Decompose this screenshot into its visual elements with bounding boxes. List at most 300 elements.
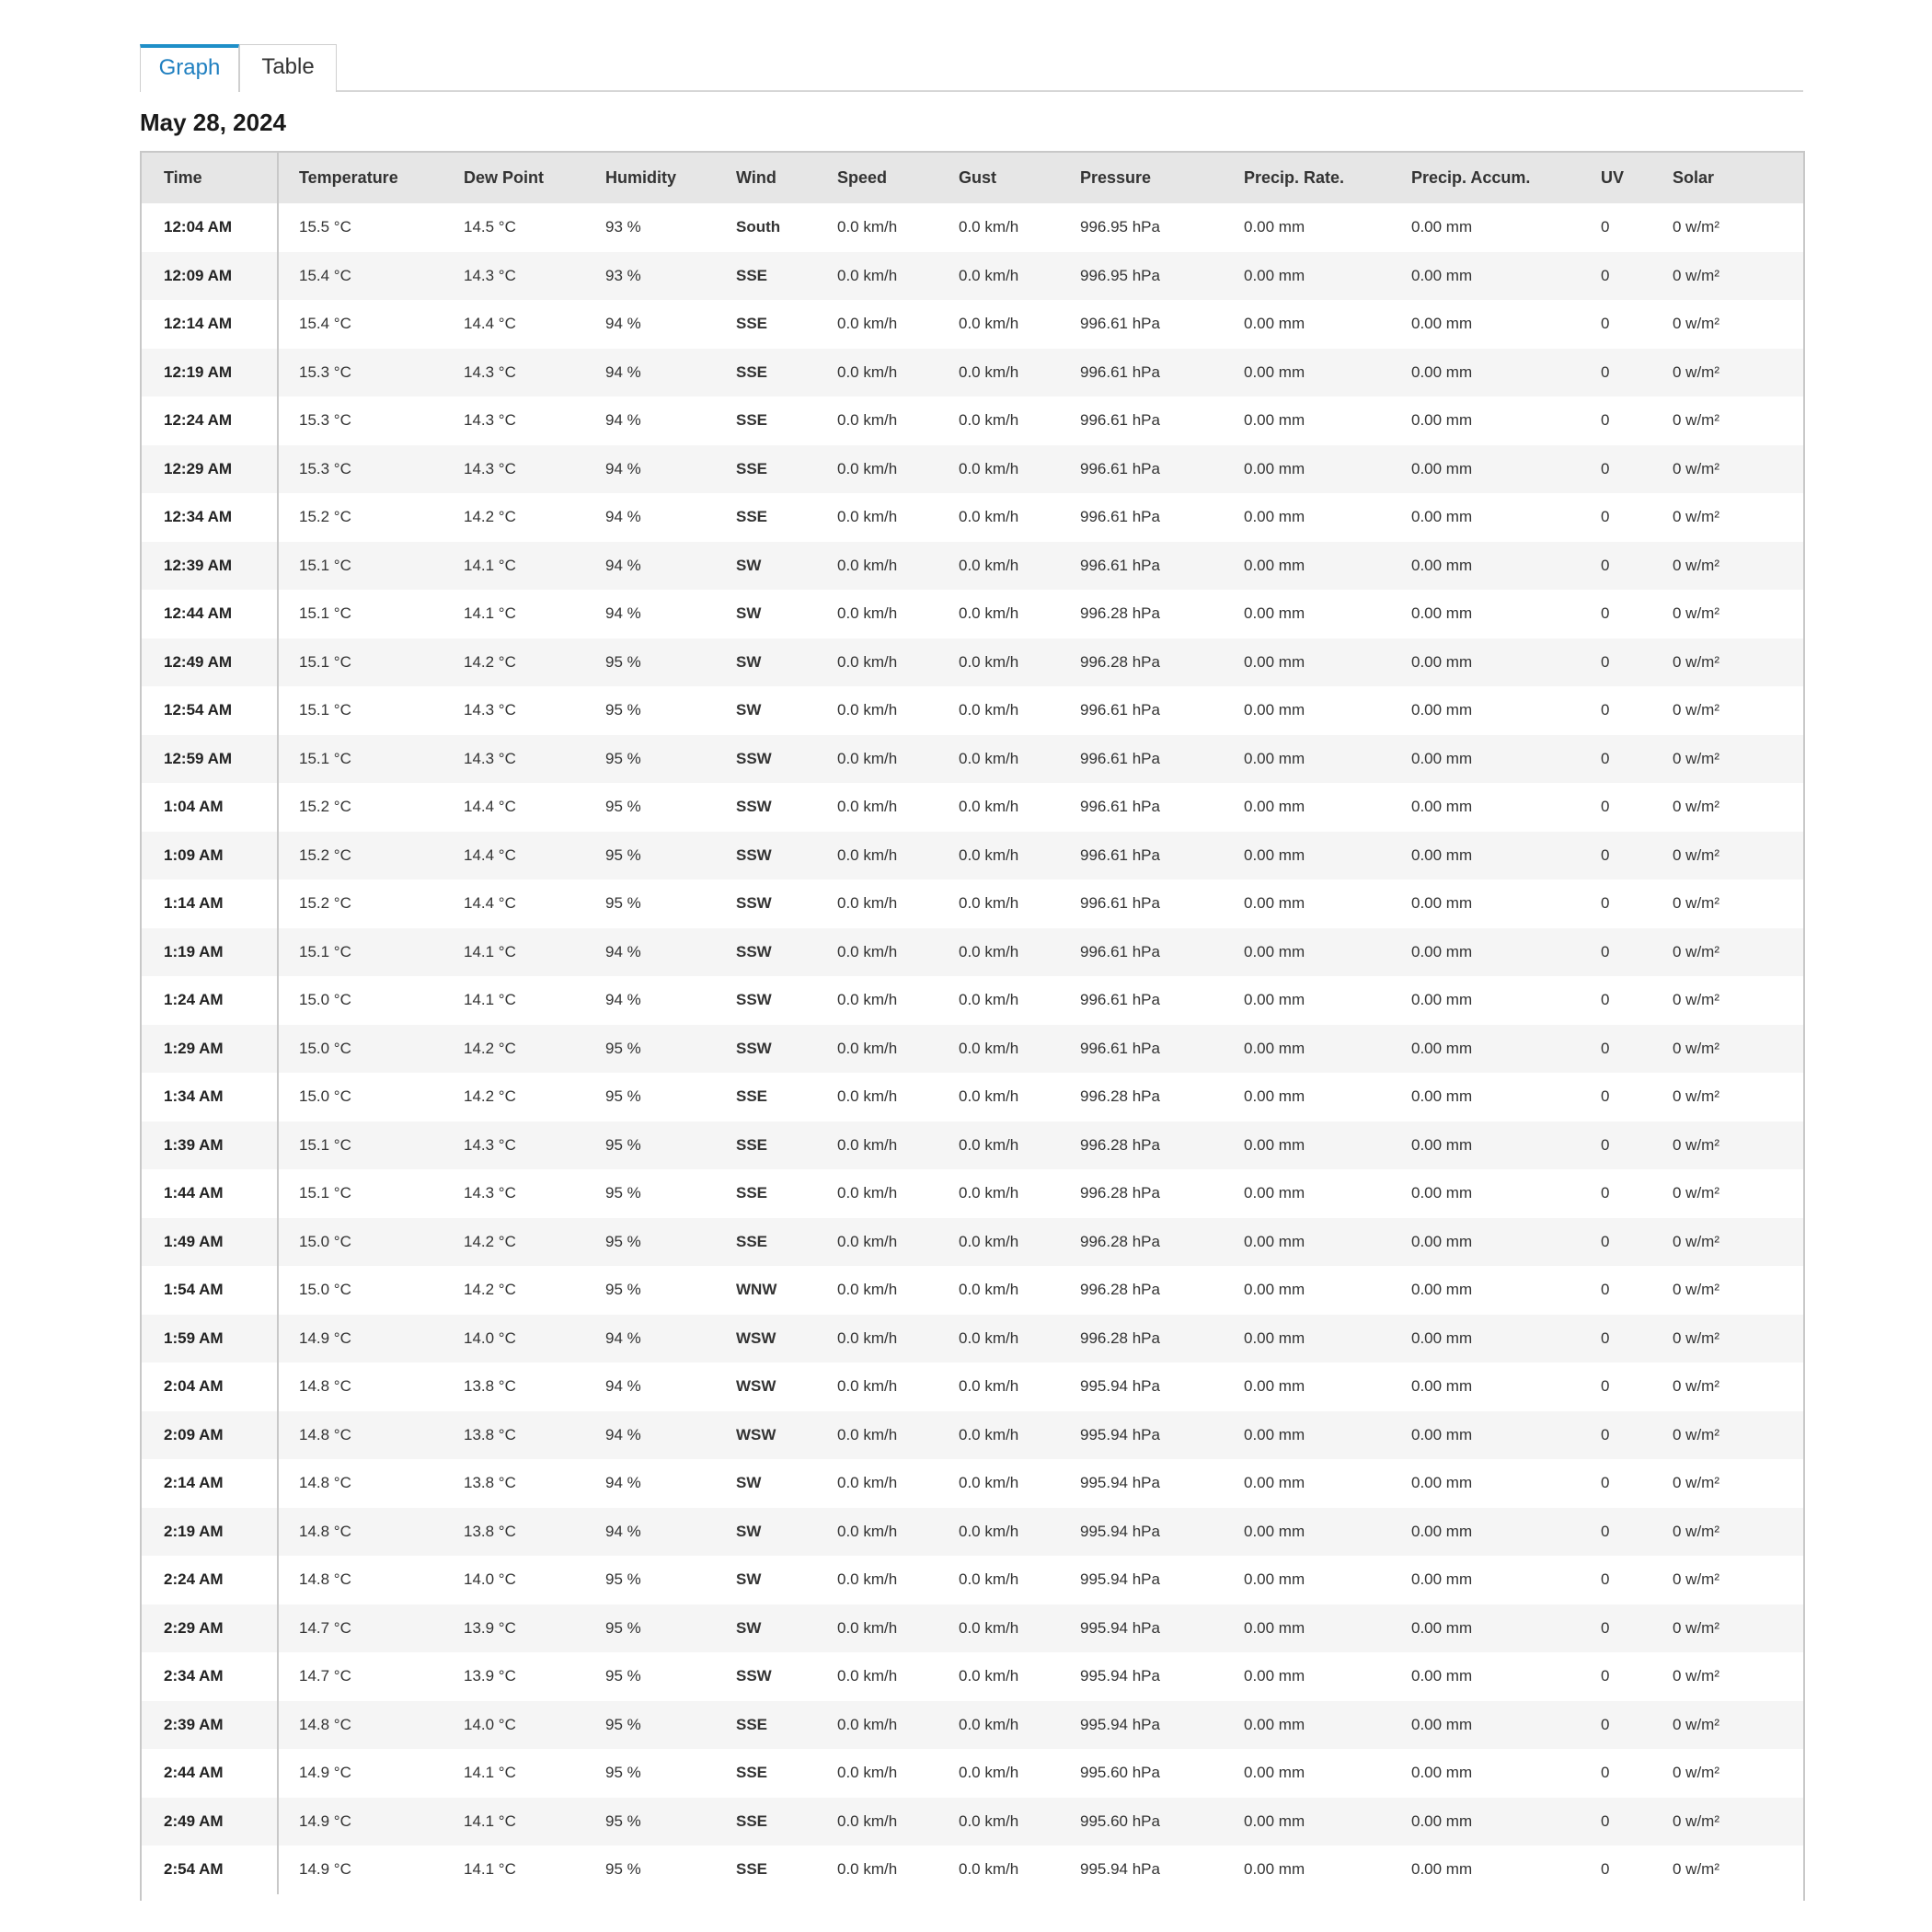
solar-cell: 0 w/m² [1673, 991, 1719, 1009]
table-row [142, 638, 1805, 687]
dew-point-cell: 14.1 °C [464, 556, 516, 574]
solar-cell: 0 w/m² [1673, 894, 1719, 913]
wind-cell: WSW [736, 1377, 776, 1396]
solar-cell: 0 w/m² [1673, 1860, 1719, 1879]
pressure-cell: 995.60 hPa [1080, 1811, 1160, 1830]
time-cell: 2:09 AM [142, 1411, 278, 1460]
dew-point-cell: 14.1 °C [464, 942, 516, 960]
humidity-cell: 94 % [605, 362, 641, 381]
table-row [142, 832, 1805, 880]
pressure-cell: 995.94 hPa [1080, 1667, 1160, 1685]
dew-point-cell: 14.1 °C [464, 1860, 516, 1879]
precip-accum-cell: 0.00 mm [1411, 218, 1473, 236]
pressure-cell: 996.28 hPa [1080, 652, 1160, 671]
precip-rate-cell: 0.00 mm [1244, 701, 1305, 719]
pressure-cell: 995.60 hPa [1080, 1764, 1160, 1782]
precip-rate-cell: 0.00 mm [1244, 604, 1305, 623]
uv-cell: 0 [1601, 604, 1610, 623]
gust-cell: 0.0 km/h [959, 1184, 1019, 1202]
solar-cell: 0 w/m² [1673, 652, 1719, 671]
humidity-cell: 95 % [605, 1135, 641, 1154]
temperature-cell: 15.1 °C [299, 652, 351, 671]
time-cell: 12:34 AM [142, 493, 278, 542]
precip-accum-cell: 0.00 mm [1411, 894, 1473, 913]
time-cell: 1:14 AM [142, 880, 278, 928]
wind-cell: SSE [736, 459, 768, 477]
pressure-cell: 996.28 hPa [1080, 1087, 1160, 1106]
humidity-cell: 95 % [605, 652, 641, 671]
pressure-cell: 996.61 hPa [1080, 701, 1160, 719]
precip-rate-cell: 0.00 mm [1244, 991, 1305, 1009]
humidity-cell: 95 % [605, 1184, 641, 1202]
table-body [142, 203, 1805, 1894]
wind-cell: SSE [736, 1232, 768, 1250]
temperature-cell: 14.9 °C [299, 1860, 351, 1879]
temperature-cell: 15.1 °C [299, 942, 351, 960]
wind-cell: SW [736, 1570, 762, 1589]
precip-accum-cell: 0.00 mm [1411, 1039, 1473, 1057]
time-cell: 1:49 AM [142, 1218, 278, 1267]
precip-accum-cell: 0.00 mm [1411, 362, 1473, 381]
wind-cell: WNW [736, 1281, 777, 1299]
pressure-cell: 995.94 hPa [1080, 1425, 1160, 1443]
gust-cell: 0.0 km/h [959, 1135, 1019, 1154]
humidity-cell: 93 % [605, 266, 641, 284]
solar-cell: 0 w/m² [1673, 1618, 1719, 1637]
precip-accum-cell: 0.00 mm [1411, 556, 1473, 574]
precip-rate-cell: 0.00 mm [1244, 1377, 1305, 1396]
precip-rate-cell: 0.00 mm [1244, 1860, 1305, 1879]
precip-accum-cell: 0.00 mm [1411, 942, 1473, 960]
precip-rate-cell: 0.00 mm [1244, 798, 1305, 816]
time-cell: 12:09 AM [142, 252, 278, 301]
speed-cell: 0.0 km/h [837, 1570, 898, 1589]
precip-accum-cell: 0.00 mm [1411, 1764, 1473, 1782]
dew-point-cell: 14.0 °C [464, 1570, 516, 1589]
wind-cell: SSE [736, 411, 768, 430]
speed-cell: 0.0 km/h [837, 1184, 898, 1202]
uv-cell: 0 [1601, 701, 1610, 719]
gust-cell: 0.0 km/h [959, 1860, 1019, 1879]
gust-cell: 0.0 km/h [959, 749, 1019, 767]
wind-cell: South [736, 218, 781, 236]
time-cell: 1:24 AM [142, 976, 278, 1025]
temperature-cell: 15.2 °C [299, 845, 351, 864]
dew-point-cell: 14.3 °C [464, 749, 516, 767]
solar-cell: 0 w/m² [1673, 1570, 1719, 1589]
humidity-cell: 95 % [605, 1667, 641, 1685]
time-cell: 2:19 AM [142, 1508, 278, 1557]
header-time: Time [142, 152, 278, 203]
uv-cell: 0 [1601, 1522, 1610, 1540]
wind-cell: SSE [736, 1135, 768, 1154]
dew-point-cell: 14.3 °C [464, 411, 516, 430]
gust-cell: 0.0 km/h [959, 1570, 1019, 1589]
table-row [142, 1218, 1805, 1267]
table-row [142, 783, 1805, 832]
dew-point-cell: 14.2 °C [464, 1039, 516, 1057]
gust-cell: 0.0 km/h [959, 218, 1019, 236]
speed-cell: 0.0 km/h [837, 1281, 898, 1299]
table-row [142, 1846, 1805, 1894]
temperature-cell: 15.5 °C [299, 218, 351, 236]
table-header-row [142, 152, 1805, 203]
header-precip-accum: Precip. Accum. [1411, 168, 1531, 187]
solar-cell: 0 w/m² [1673, 1425, 1719, 1443]
table-row [142, 1169, 1805, 1218]
time-cell: 1:04 AM [142, 783, 278, 832]
solar-cell: 0 w/m² [1673, 1039, 1719, 1057]
table-row [142, 686, 1805, 735]
precip-rate-cell: 0.00 mm [1244, 1570, 1305, 1589]
humidity-cell: 95 % [605, 1811, 641, 1830]
gust-cell: 0.0 km/h [959, 991, 1019, 1009]
table-row [142, 1315, 1805, 1363]
table-row [142, 397, 1805, 445]
gust-cell: 0.0 km/h [959, 1474, 1019, 1492]
dew-point-cell: 14.0 °C [464, 1715, 516, 1733]
gust-cell: 0.0 km/h [959, 1618, 1019, 1637]
precip-accum-cell: 0.00 mm [1411, 1667, 1473, 1685]
pressure-cell: 996.28 hPa [1080, 1184, 1160, 1202]
humidity-cell: 95 % [605, 894, 641, 913]
pressure-cell: 996.61 hPa [1080, 1039, 1160, 1057]
speed-cell: 0.0 km/h [837, 266, 898, 284]
uv-cell: 0 [1601, 894, 1610, 913]
temperature-cell: 15.0 °C [299, 1232, 351, 1250]
dew-point-cell: 14.4 °C [464, 798, 516, 816]
table-row [142, 1073, 1805, 1121]
solar-cell: 0 w/m² [1673, 1232, 1719, 1250]
speed-cell: 0.0 km/h [837, 362, 898, 381]
gust-cell: 0.0 km/h [959, 1522, 1019, 1540]
gust-cell: 0.0 km/h [959, 1039, 1019, 1057]
precip-accum-cell: 0.00 mm [1411, 1377, 1473, 1396]
speed-cell: 0.0 km/h [837, 315, 898, 333]
solar-cell: 0 w/m² [1673, 1184, 1719, 1202]
time-cell: 2:04 AM [142, 1363, 278, 1411]
wind-cell: SW [736, 701, 762, 719]
dew-point-cell: 14.4 °C [464, 894, 516, 913]
gust-cell: 0.0 km/h [959, 1377, 1019, 1396]
table-row [142, 1025, 1805, 1074]
gust-cell: 0.0 km/h [959, 1425, 1019, 1443]
gust-cell: 0.0 km/h [959, 798, 1019, 816]
header-speed: Speed [837, 168, 888, 187]
wind-cell: SSE [736, 362, 768, 381]
humidity-cell: 95 % [605, 798, 641, 816]
speed-cell: 0.0 km/h [837, 1618, 898, 1637]
temperature-cell: 15.0 °C [299, 1039, 351, 1057]
dew-point-cell: 14.2 °C [464, 1281, 516, 1299]
dew-point-cell: 13.8 °C [464, 1474, 516, 1492]
precip-accum-cell: 0.00 mm [1411, 701, 1473, 719]
temperature-cell: 15.1 °C [299, 701, 351, 719]
solar-cell: 0 w/m² [1673, 749, 1719, 767]
precip-accum-cell: 0.00 mm [1411, 1570, 1473, 1589]
precip-rate-cell: 0.00 mm [1244, 1715, 1305, 1733]
time-cell: 12:29 AM [142, 445, 278, 494]
time-cell: 2:39 AM [142, 1701, 278, 1750]
dew-point-cell: 14.3 °C [464, 266, 516, 284]
pressure-cell: 995.94 hPa [1080, 1860, 1160, 1879]
dew-point-cell: 14.1 °C [464, 1764, 516, 1782]
time-cell: 12:44 AM [142, 590, 278, 638]
solar-cell: 0 w/m² [1673, 1087, 1719, 1106]
wind-cell: SSE [736, 315, 768, 333]
table-row [142, 1749, 1805, 1798]
solar-cell: 0 w/m² [1673, 556, 1719, 574]
speed-cell: 0.0 km/h [837, 1039, 898, 1057]
header-solar: Solar [1673, 168, 1715, 187]
precip-rate-cell: 0.00 mm [1244, 652, 1305, 671]
uv-cell: 0 [1601, 1860, 1610, 1879]
uv-cell: 0 [1601, 1764, 1610, 1782]
solar-cell: 0 w/m² [1673, 604, 1719, 623]
solar-cell: 0 w/m² [1673, 1811, 1719, 1830]
solar-cell: 0 w/m² [1673, 508, 1719, 526]
time-cell: 12:14 AM [142, 300, 278, 349]
uv-cell: 0 [1601, 459, 1610, 477]
solar-cell: 0 w/m² [1673, 1715, 1719, 1733]
header-humidity: Humidity [605, 168, 677, 187]
time-cell: 12:04 AM [142, 203, 278, 252]
precip-rate-cell: 0.00 mm [1244, 1522, 1305, 1540]
gust-cell: 0.0 km/h [959, 362, 1019, 381]
uv-cell: 0 [1601, 1184, 1610, 1202]
header-temperature: Temperature [299, 168, 398, 187]
speed-cell: 0.0 km/h [837, 1474, 898, 1492]
dew-point-cell: 14.3 °C [464, 701, 516, 719]
wind-cell: SW [736, 556, 762, 574]
humidity-cell: 95 % [605, 1715, 641, 1733]
time-cell: 2:14 AM [142, 1459, 278, 1508]
humidity-cell: 95 % [605, 1764, 641, 1782]
gust-cell: 0.0 km/h [959, 1087, 1019, 1106]
table-row [142, 976, 1805, 1025]
wind-cell: SSE [736, 1811, 768, 1830]
precip-rate-cell: 0.00 mm [1244, 556, 1305, 574]
temperature-cell: 14.8 °C [299, 1474, 351, 1492]
pressure-cell: 996.61 hPa [1080, 798, 1160, 816]
gust-cell: 0.0 km/h [959, 701, 1019, 719]
wind-cell: SSW [736, 1039, 772, 1057]
wind-cell: SSW [736, 1667, 772, 1685]
wind-cell: SW [736, 604, 762, 623]
humidity-cell: 94 % [605, 315, 641, 333]
humidity-cell: 95 % [605, 1860, 641, 1879]
speed-cell: 0.0 km/h [837, 1811, 898, 1830]
dew-point-cell: 14.2 °C [464, 508, 516, 526]
precip-accum-cell: 0.00 mm [1411, 652, 1473, 671]
table-row [142, 1459, 1805, 1508]
pressure-cell: 996.28 hPa [1080, 1232, 1160, 1250]
precip-rate-cell: 0.00 mm [1244, 1764, 1305, 1782]
temperature-cell: 14.9 °C [299, 1328, 351, 1347]
dew-point-cell: 14.3 °C [464, 1184, 516, 1202]
precip-accum-cell: 0.00 mm [1411, 1425, 1473, 1443]
uv-cell: 0 [1601, 266, 1610, 284]
tab-table[interactable]: Table [239, 44, 337, 92]
precip-accum-cell: 0.00 mm [1411, 508, 1473, 526]
pressure-cell: 996.28 hPa [1080, 604, 1160, 623]
pressure-cell: 995.94 hPa [1080, 1570, 1160, 1589]
solar-cell: 0 w/m² [1673, 1377, 1719, 1396]
pressure-cell: 996.61 hPa [1080, 411, 1160, 430]
time-cell: 2:54 AM [142, 1846, 278, 1894]
precip-rate-cell: 0.00 mm [1244, 1184, 1305, 1202]
table-row [142, 1701, 1805, 1750]
wind-cell: SSW [736, 798, 772, 816]
wind-cell: SSE [736, 508, 768, 526]
wind-cell: SSW [736, 845, 772, 864]
dew-point-cell: 14.2 °C [464, 1232, 516, 1250]
uv-cell: 0 [1601, 508, 1610, 526]
precip-accum-cell: 0.00 mm [1411, 1281, 1473, 1299]
humidity-cell: 95 % [605, 1232, 641, 1250]
temperature-cell: 15.0 °C [299, 1281, 351, 1299]
table-row [142, 1266, 1805, 1315]
wind-cell: WSW [736, 1425, 776, 1443]
precip-accum-cell: 0.00 mm [1411, 798, 1473, 816]
dew-point-cell: 14.2 °C [464, 652, 516, 671]
history-table [142, 151, 1805, 1894]
uv-cell: 0 [1601, 1328, 1610, 1347]
solar-cell: 0 w/m² [1673, 942, 1719, 960]
time-cell: 2:29 AM [142, 1604, 278, 1653]
dew-point-cell: 14.3 °C [464, 1135, 516, 1154]
precip-rate-cell: 0.00 mm [1244, 1087, 1305, 1106]
temperature-cell: 15.0 °C [299, 1087, 351, 1106]
dew-point-cell: 14.1 °C [464, 991, 516, 1009]
uv-cell: 0 [1601, 1474, 1610, 1492]
wind-cell: WSW [736, 1328, 776, 1347]
time-cell: 1:29 AM [142, 1025, 278, 1074]
pressure-cell: 996.61 hPa [1080, 315, 1160, 333]
time-cell: 1:34 AM [142, 1073, 278, 1121]
speed-cell: 0.0 km/h [837, 1715, 898, 1733]
solar-cell: 0 w/m² [1673, 362, 1719, 381]
solar-cell: 0 w/m² [1673, 1474, 1719, 1492]
precip-rate-cell: 0.00 mm [1244, 1039, 1305, 1057]
wind-cell: SW [736, 1522, 762, 1540]
speed-cell: 0.0 km/h [837, 411, 898, 430]
uv-cell: 0 [1601, 315, 1610, 333]
precip-rate-cell: 0.00 mm [1244, 508, 1305, 526]
wind-cell: SSW [736, 942, 772, 960]
temperature-cell: 15.2 °C [299, 508, 351, 526]
solar-cell: 0 w/m² [1673, 315, 1719, 333]
uv-cell: 0 [1601, 1618, 1610, 1637]
temperature-cell: 14.8 °C [299, 1425, 351, 1443]
humidity-cell: 95 % [605, 1039, 641, 1057]
precip-rate-cell: 0.00 mm [1244, 315, 1305, 333]
time-cell: 12:59 AM [142, 735, 278, 784]
solar-cell: 0 w/m² [1673, 1281, 1719, 1299]
precip-rate-cell: 0.00 mm [1244, 845, 1305, 864]
precip-rate-cell: 0.00 mm [1244, 1811, 1305, 1830]
speed-cell: 0.0 km/h [837, 508, 898, 526]
time-cell: 2:44 AM [142, 1749, 278, 1798]
uv-cell: 0 [1601, 218, 1610, 236]
humidity-cell: 95 % [605, 701, 641, 719]
uv-cell: 0 [1601, 942, 1610, 960]
wind-cell: SSW [736, 991, 772, 1009]
table-row [142, 1508, 1805, 1557]
humidity-cell: 94 % [605, 942, 641, 960]
table-row [142, 300, 1805, 349]
speed-cell: 0.0 km/h [837, 1232, 898, 1250]
uv-cell: 0 [1601, 845, 1610, 864]
pressure-cell: 995.94 hPa [1080, 1618, 1160, 1637]
precip-accum-cell: 0.00 mm [1411, 845, 1473, 864]
pressure-cell: 996.95 hPa [1080, 218, 1160, 236]
table-row [142, 1798, 1805, 1846]
tab-graph[interactable]: Graph [140, 44, 239, 92]
solar-cell: 0 w/m² [1673, 218, 1719, 236]
speed-cell: 0.0 km/h [837, 556, 898, 574]
dew-point-cell: 14.1 °C [464, 1811, 516, 1830]
wind-cell: SW [736, 1474, 762, 1492]
solar-cell: 0 w/m² [1673, 1522, 1719, 1540]
history-table-container[interactable] [140, 151, 1805, 1901]
dew-point-cell: 13.8 °C [464, 1425, 516, 1443]
gust-cell: 0.0 km/h [959, 604, 1019, 623]
temperature-cell: 14.8 °C [299, 1715, 351, 1733]
time-cell: 2:49 AM [142, 1798, 278, 1846]
wind-cell: SSW [736, 894, 772, 913]
table-row [142, 542, 1805, 591]
time-cell: 2:34 AM [142, 1652, 278, 1701]
precip-accum-cell: 0.00 mm [1411, 1618, 1473, 1637]
speed-cell: 0.0 km/h [837, 701, 898, 719]
precip-accum-cell: 0.00 mm [1411, 749, 1473, 767]
precip-accum-cell: 0.00 mm [1411, 1860, 1473, 1879]
gust-cell: 0.0 km/h [959, 508, 1019, 526]
humidity-cell: 94 % [605, 1474, 641, 1492]
uv-cell: 0 [1601, 1425, 1610, 1443]
precip-accum-cell: 0.00 mm [1411, 459, 1473, 477]
pressure-cell: 995.94 hPa [1080, 1474, 1160, 1492]
dew-point-cell: 14.3 °C [464, 459, 516, 477]
humidity-cell: 94 % [605, 1522, 641, 1540]
pressure-cell: 996.61 hPa [1080, 749, 1160, 767]
header-uv: UV [1601, 168, 1625, 187]
temperature-cell: 15.0 °C [299, 991, 351, 1009]
dew-point-cell: 14.0 °C [464, 1328, 516, 1347]
gust-cell: 0.0 km/h [959, 266, 1019, 284]
precip-rate-cell: 0.00 mm [1244, 1667, 1305, 1685]
uv-cell: 0 [1601, 1377, 1610, 1396]
uv-cell: 0 [1601, 991, 1610, 1009]
gust-cell: 0.0 km/h [959, 556, 1019, 574]
precip-accum-cell: 0.00 mm [1411, 411, 1473, 430]
temperature-cell: 15.1 °C [299, 1135, 351, 1154]
gust-cell: 0.0 km/h [959, 1281, 1019, 1299]
time-cell: 12:49 AM [142, 638, 278, 687]
dew-point-cell: 14.4 °C [464, 315, 516, 333]
gust-cell: 0.0 km/h [959, 1667, 1019, 1685]
uv-cell: 0 [1601, 1811, 1610, 1830]
uv-cell: 0 [1601, 1039, 1610, 1057]
humidity-cell: 94 % [605, 1328, 641, 1347]
precip-rate-cell: 0.00 mm [1244, 1135, 1305, 1154]
table-row [142, 1121, 1805, 1170]
precip-rate-cell: 0.00 mm [1244, 894, 1305, 913]
temperature-cell: 14.8 °C [299, 1570, 351, 1589]
precip-accum-cell: 0.00 mm [1411, 604, 1473, 623]
gust-cell: 0.0 km/h [959, 845, 1019, 864]
